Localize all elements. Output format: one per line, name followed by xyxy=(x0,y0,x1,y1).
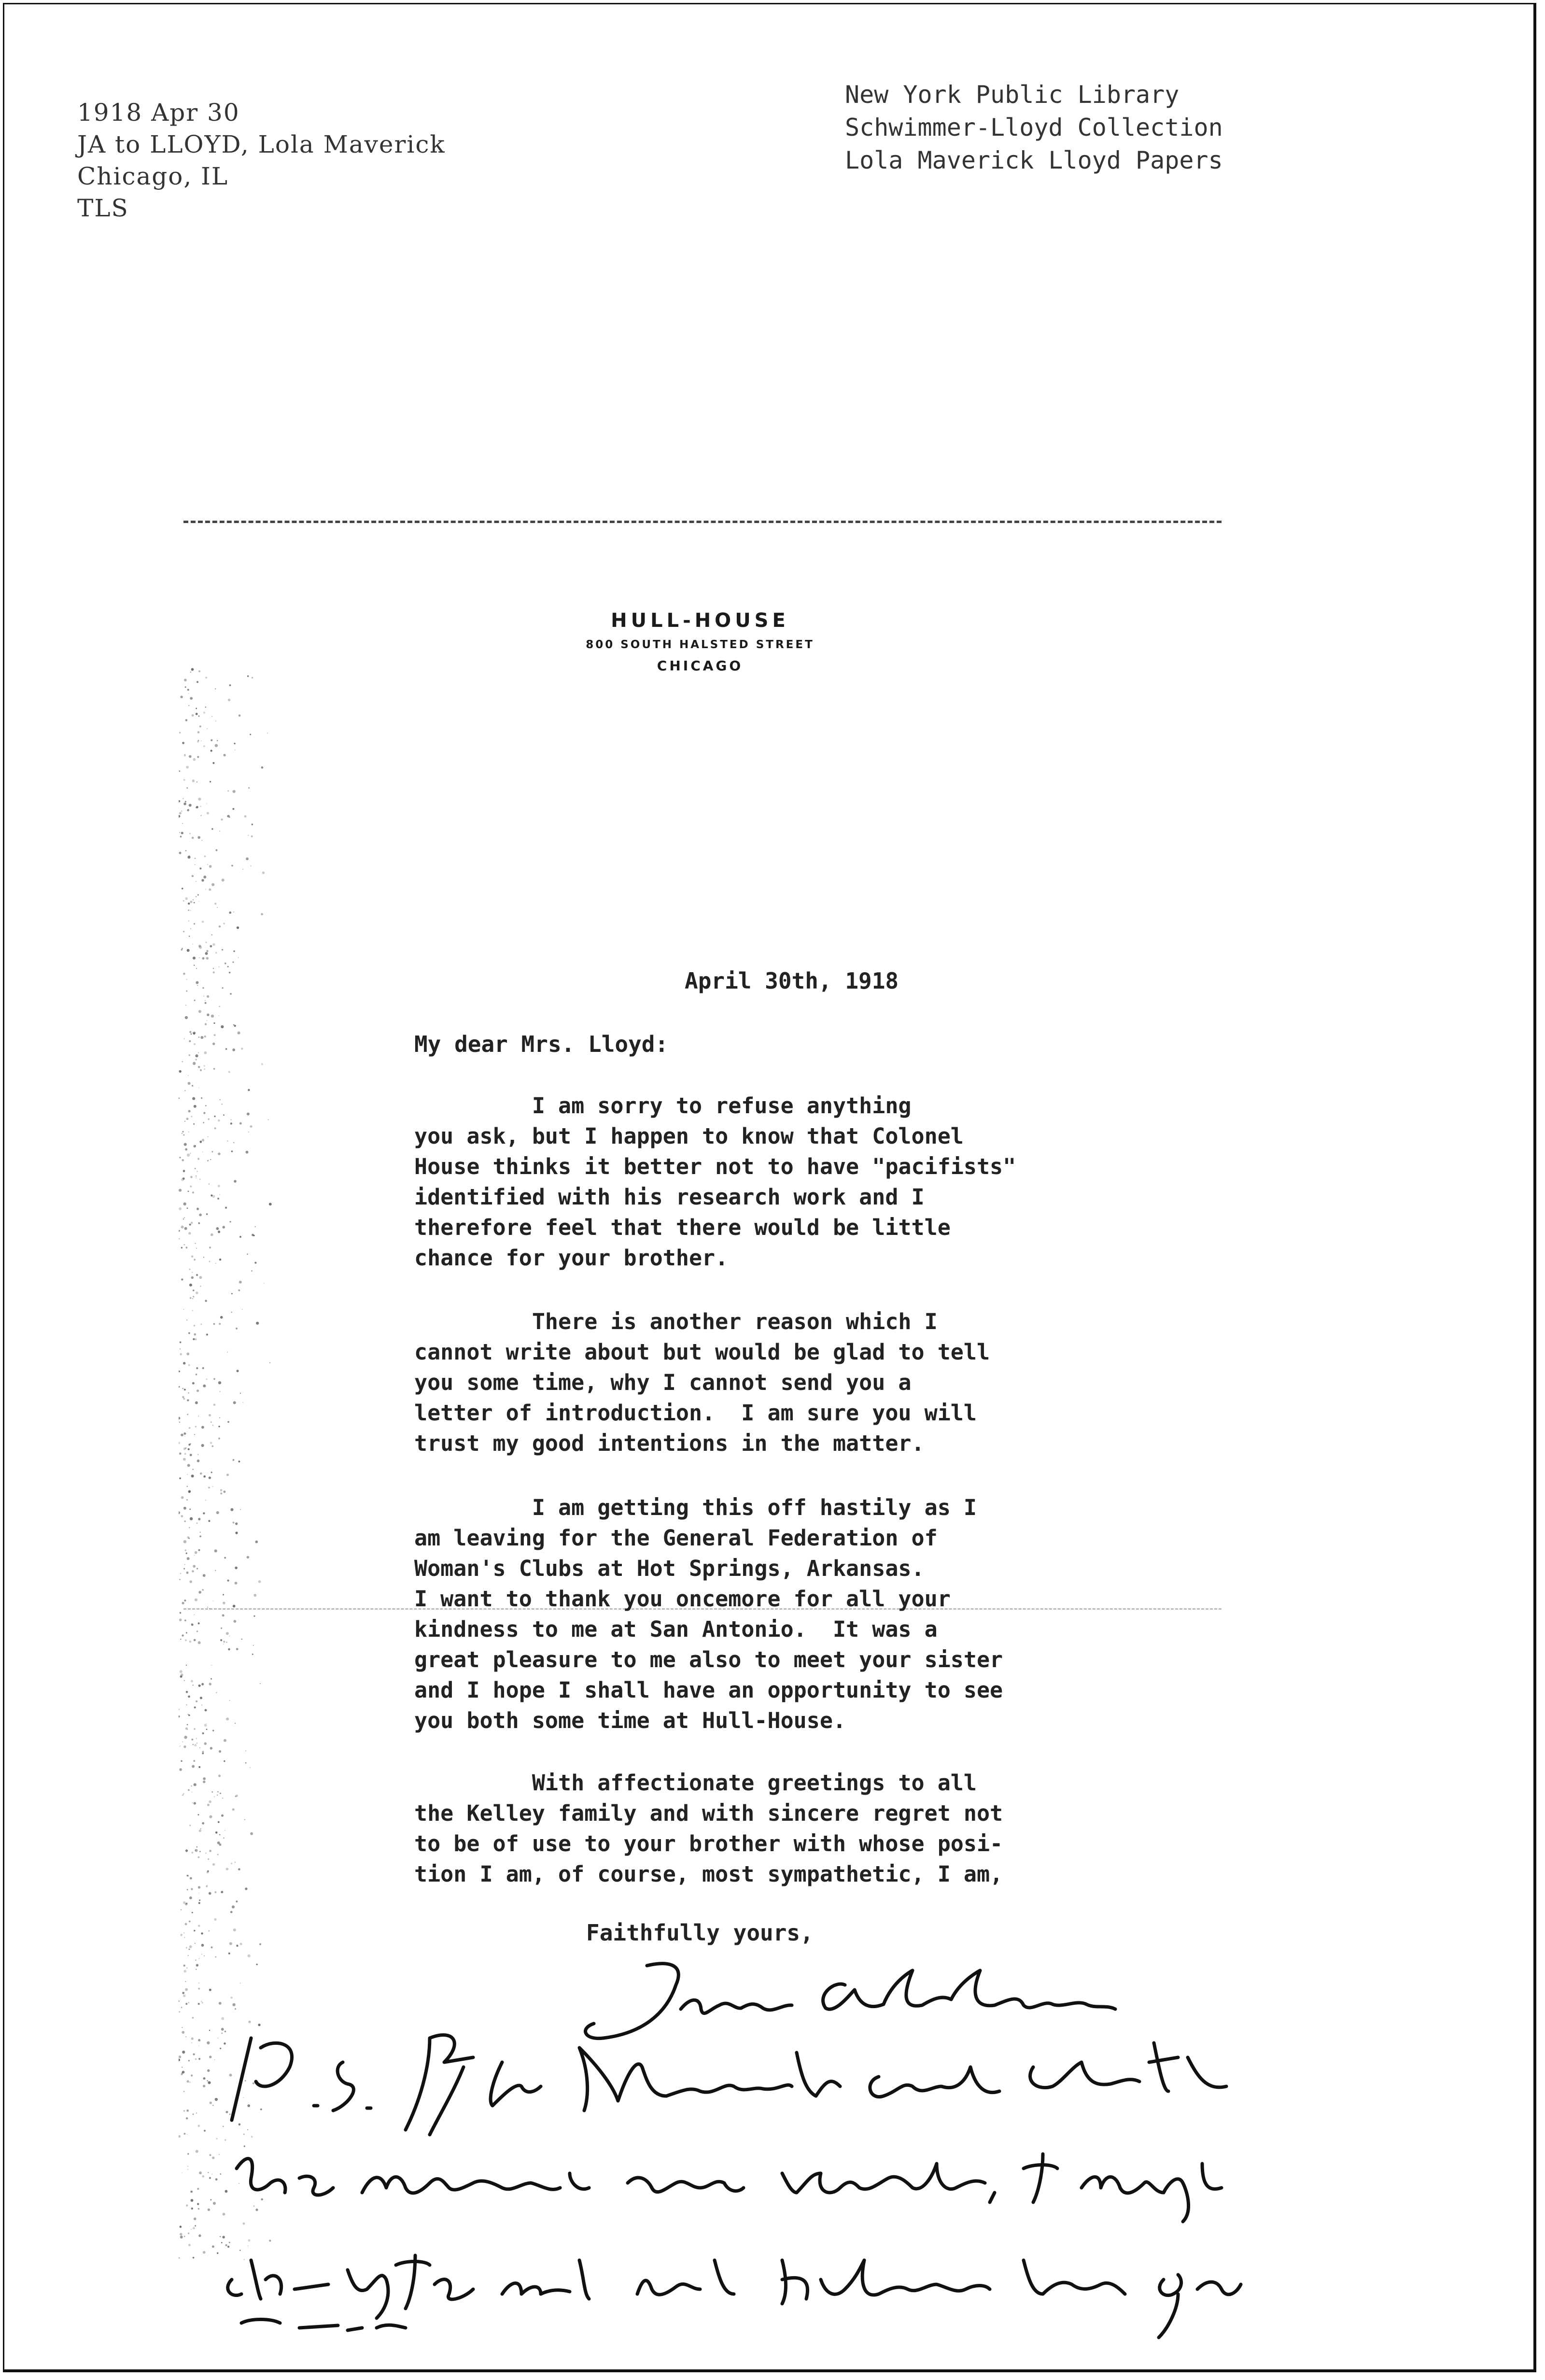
letterhead-city: CHICAGO xyxy=(657,658,744,674)
paragraph-line: kindness to me at San Antonio. It was a xyxy=(414,1616,938,1642)
paragraph-line: the Kelley family and with sincere regret not xyxy=(414,1800,1003,1826)
paragraph-line: you both some time at Hull-House. xyxy=(414,1708,846,1733)
letterhead-address: 800 SOUTH HALSTED STREET xyxy=(586,638,815,651)
paragraph-line: I want to thank you oncemore for all your xyxy=(414,1586,951,1612)
letter-paragraph-2 xyxy=(414,1306,1206,1459)
paragraph-line: to be of use to your brother with whose posi- xyxy=(414,1831,1003,1856)
repository-line-2: Schwimmer-Lloyd Collection xyxy=(845,113,1223,142)
paragraph-line: I am getting this off hastily as I xyxy=(414,1495,977,1520)
letterhead xyxy=(531,609,869,674)
archive-metadata xyxy=(77,97,446,224)
paragraph-line: am leaving for the General Federation of xyxy=(414,1525,938,1551)
letter-closing: Faithfully yours, xyxy=(586,1920,814,1946)
letter-paragraph-4 xyxy=(414,1768,1206,1889)
letterhead-org: HULL-HOUSE xyxy=(611,609,789,632)
paragraph-line: trust my good intentions in the matter. xyxy=(414,1431,925,1456)
repository-line-3: Lola Maverick Lloyd Papers xyxy=(845,146,1223,174)
paragraph-line: you ask, but I happen to know that Colonel xyxy=(414,1123,964,1149)
paragraph-line: identified with his research work and I xyxy=(414,1184,925,1210)
paragraph-line: cannot write about but would be glad to tell xyxy=(414,1339,990,1365)
paragraph-line: and I hope I shall have an opportunity to see xyxy=(414,1677,1003,1703)
paragraph-line: With affectionate greetings to all xyxy=(414,1770,977,1796)
handwritten-postscript xyxy=(203,2009,1246,2366)
paragraph-line: chance for your brother. xyxy=(414,1245,729,1271)
repository-line-1: New York Public Library xyxy=(845,81,1180,109)
letter-paragraph-1 xyxy=(414,1091,1206,1273)
paragraph-line: Woman's Clubs at Hot Springs, Arkansas. xyxy=(414,1556,925,1581)
letter-salutation: My dear Mrs. Lloyd: xyxy=(414,1031,669,1057)
archive-date: 1918 Apr 30 xyxy=(77,99,240,127)
paragraph-line: There is another reason which I xyxy=(414,1309,938,1334)
letter-paragraph-3 xyxy=(414,1492,1206,1736)
archive-correspondents: JA to LLOYD, Lola Maverick xyxy=(77,130,446,158)
paragraph-line: I am sorry to refuse anything xyxy=(414,1093,912,1119)
letter-date: April 30th, 1918 xyxy=(685,968,899,994)
paragraph-line: therefore feel that there would be little xyxy=(414,1215,951,1240)
paragraph-line: letter of introduction. I am sure you will xyxy=(414,1400,977,1426)
sheet-top-edge xyxy=(183,521,1222,523)
paragraph-line: you some time, why I cannot send you a xyxy=(414,1370,912,1395)
archive-format: TLS xyxy=(77,194,129,222)
paragraph-line: House thinks it better not to have "pacifists" xyxy=(414,1154,1016,1179)
paragraph-line: great pleasure to me also to meet your sister xyxy=(414,1647,1003,1672)
repository-metadata xyxy=(845,78,1223,177)
archive-place: Chicago, IL xyxy=(77,162,229,190)
paragraph-line: tion I am, of course, most sympathetic, I am, xyxy=(414,1861,1003,1887)
